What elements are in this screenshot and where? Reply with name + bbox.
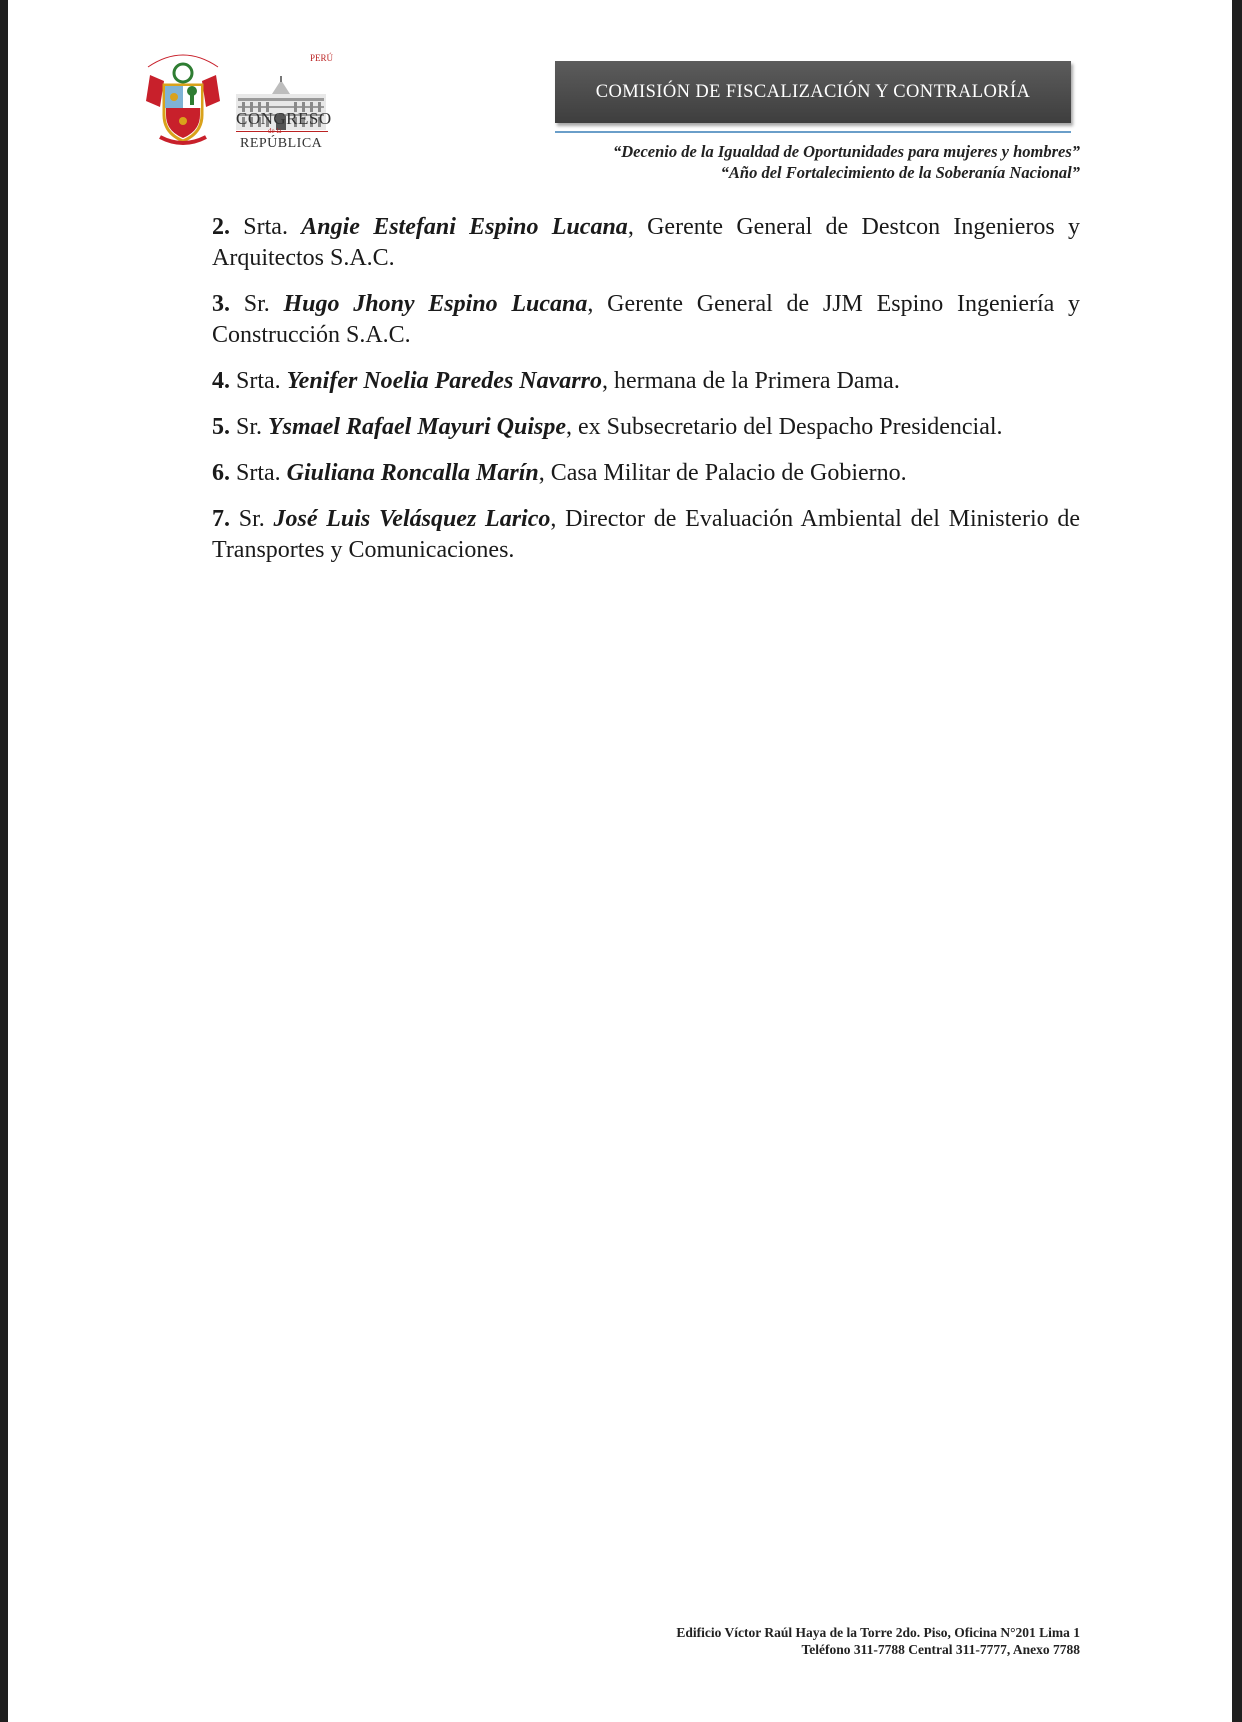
item-title: Srta. [236,460,281,486]
item-description: , Gerente General de Destcon Ingenieros y Arquitectos S.A.C. [212,214,1080,271]
congress-divider [236,131,328,132]
item-number: 2. [212,214,230,240]
item-description: , Director de Evaluación Ambiental del Ministerio de Transportes y Comunicaciones. [212,506,1080,563]
item-name: Ysmael Rafael Mayuri Quispe [268,414,567,440]
item-description: , ex Subsecretario del Despacho Presidencial. [566,414,1003,440]
invitee-list [212,212,1080,581]
footer-address: Edificio Víctor Raúl Haya de la Torre 2do. Piso, Oficina N°201 Lima 1 [676,1625,1080,1640]
peru-label: PERÚ [310,53,334,63]
list-item [212,289,1080,351]
item-number: 4. [212,368,230,394]
item-title: Srta. [243,214,288,240]
list-item [212,504,1080,566]
list-item [212,458,1080,489]
item-number: 3. [212,291,230,317]
item-title: Sr. [236,414,263,440]
item-description: , hermana de la Primera Dama. [601,368,900,394]
item-name: Angie Estefani Espino Lucana [301,214,628,240]
commission-banner [555,61,1071,123]
item-name: José Luis Velásquez Larico [273,506,551,532]
list-item [212,212,1080,274]
banner-divider [555,131,1071,133]
slogans [613,141,1080,183]
republica-label: REPÚBLICA [240,136,323,151]
document-page [8,0,1232,1722]
slogan-year: “Año del Fortalecimiento de la Soberanía Nacional” [720,163,1080,182]
footer [676,1624,1080,1658]
congress-logo [138,45,348,160]
footer-phone: Teléfono 311-7788 Central 311-7777, Anexo 7788 [801,1642,1080,1657]
item-number: 7. [212,506,230,532]
item-title: Sr. [243,291,270,317]
congress-sub-label: de la [268,127,282,135]
item-title: Srta. [236,368,281,394]
list-item [212,412,1080,443]
item-description: , Casa Militar de Palacio de Gobierno. [538,460,907,486]
item-title: Sr. [238,506,265,532]
item-description: , Gerente General de JJM Espino Ingeniería y Construcción S.A.C. [212,291,1081,348]
list-item [212,366,1080,397]
congress-label: CONGRESO [236,109,332,128]
item-name: Giuliana Roncalla Marín [286,460,539,486]
slogan-decade: “Decenio de la Igualdad de Oportunidades para mujeres y hombres” [612,142,1080,161]
item-number: 5. [212,414,230,440]
item-name: Hugo Jhony Espino Lucana [283,291,588,317]
peru-coat-of-arms-icon [138,45,228,155]
commission-title: COMISIÓN DE FISCALIZACIÓN Y CONTRALORÍA [595,81,1031,102]
item-number: 6. [212,460,230,486]
item-name: Yenifer Noelia Paredes Navarro [286,368,602,394]
